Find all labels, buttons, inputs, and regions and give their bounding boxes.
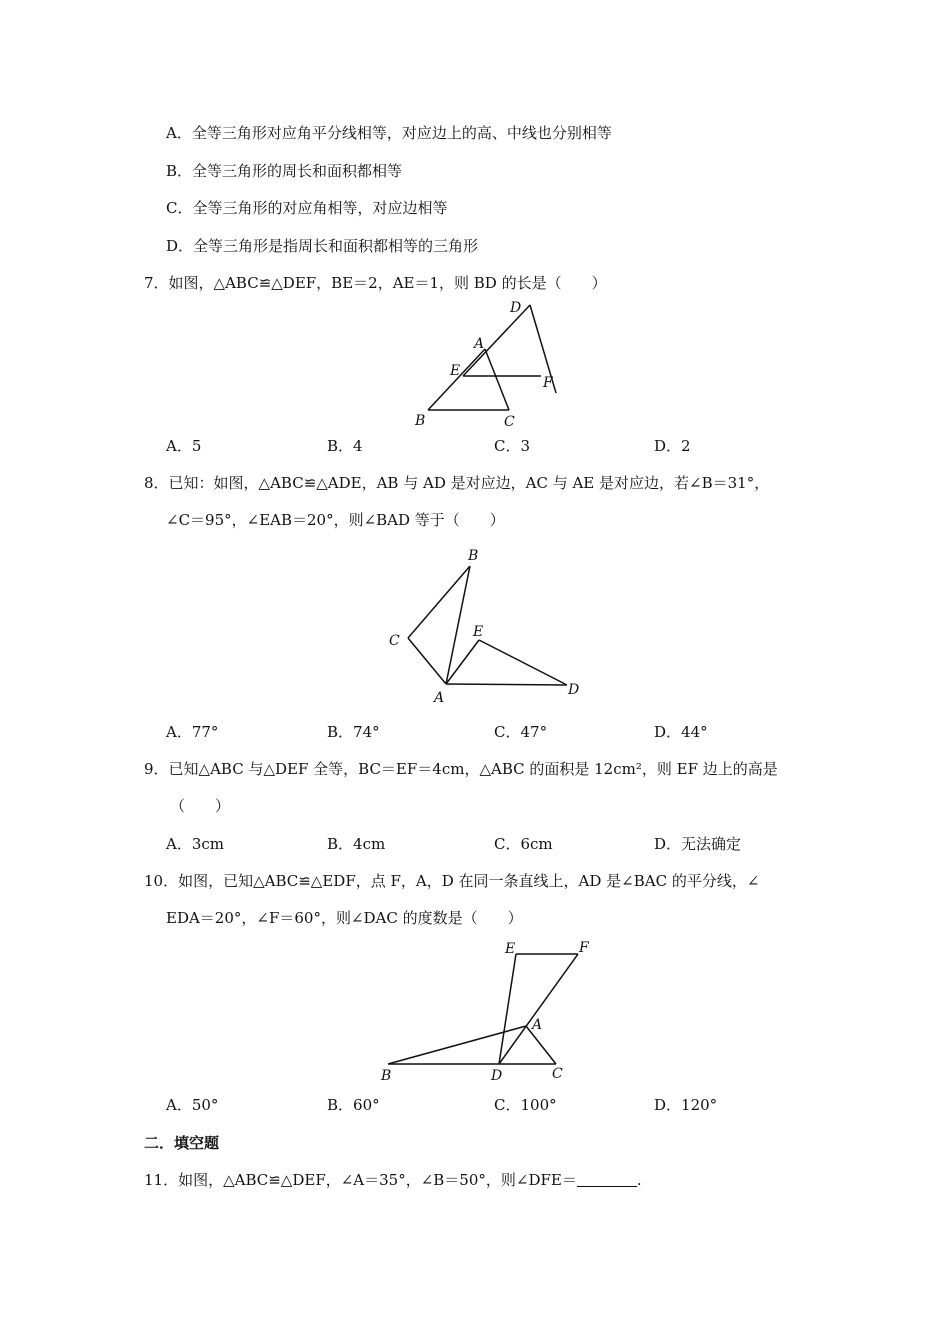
q7-figure xyxy=(410,296,560,430)
section-title: 二．填空题 xyxy=(144,1134,220,1152)
q10-label-b: B xyxy=(381,1068,392,1084)
q10-option-b: B．60° xyxy=(327,1096,380,1114)
q9-option-a: A．3cm xyxy=(166,835,225,853)
q7-label-f: F xyxy=(543,375,553,391)
q8-label-e: E xyxy=(473,624,484,640)
q6-option-b: B．全等三角形的周长和面积都相等 xyxy=(166,162,403,180)
q8-option-c: C．47° xyxy=(494,723,548,741)
q8-label-a: A xyxy=(434,690,445,706)
q11-stem xyxy=(144,1169,642,1191)
q7-label-b: B xyxy=(415,413,426,429)
q6-option-c: C．全等三角形的对应角相等，对应边相等 xyxy=(166,199,448,217)
q10-option-c: C．100° xyxy=(494,1096,557,1114)
q7-label-a: A xyxy=(474,336,485,352)
q7-option-c: C．3 xyxy=(494,437,531,455)
q10-label-e: E xyxy=(505,941,516,957)
q9-option-d: D．无法确定 xyxy=(654,835,742,853)
q7-option-a: A．5 xyxy=(166,437,202,455)
q8-option-d: D．44° xyxy=(654,723,708,741)
q9-stem-line2: （ ） xyxy=(170,797,231,815)
q7-label-e: E xyxy=(450,363,461,379)
q8-figure xyxy=(384,542,584,707)
answer-blank[interactable] xyxy=(577,1172,637,1187)
q10-stem-line2: EDA＝20°，∠F＝60°，则∠DAC 的度数是（ ） xyxy=(166,909,523,927)
q10-figure xyxy=(376,936,596,1084)
q6-option-a: A．全等三角形对应角平分线相等，对应边上的高、中线也分别相等 xyxy=(166,124,612,142)
q7-option-b: B．4 xyxy=(327,437,363,455)
q10-label-a: A xyxy=(532,1017,543,1033)
q11-stem-tail: . xyxy=(636,1171,642,1189)
q8-option-b: B．74° xyxy=(327,723,380,741)
q7-stem: 7．如图，△ABC≌△DEF，BE＝2，AE＝1，则 BD 的长是（ ） xyxy=(144,274,607,292)
q6-option-d: D．全等三角形是指周长和面积都相等的三角形 xyxy=(166,237,479,255)
q8-stem-line2: ∠C＝95°，∠EAB＝20°，则∠BAD 等于（ ） xyxy=(166,511,505,529)
q9-stem-line1: 9．已知△ABC 与△DEF 全等，BC＝EF＝4cm，△ABC 的面积是 12cm²，则 EF 边上的高是 xyxy=(144,760,778,778)
q8-label-b: B xyxy=(468,548,479,564)
q9-option-c: C．6cm xyxy=(494,835,553,853)
q11-stem-text: 11．如图，△ABC≌△DEF，∠A＝35°，∠B＝50°，则∠DFE＝ xyxy=(144,1171,577,1189)
q10-label-f: F xyxy=(579,940,589,956)
q10-label-d: D xyxy=(491,1068,503,1084)
q7-label-c: C xyxy=(504,414,515,430)
q9-option-b: B．4cm xyxy=(327,835,386,853)
q8-label-c: C xyxy=(389,633,400,649)
q10-stem-line1: 10．如图，已知△ABC≌△EDF，点 F，A，D 在同一条直线上，AD 是∠BAC 的平分线，∠ xyxy=(144,872,760,890)
q10-label-c: C xyxy=(552,1066,563,1082)
q8-option-a: A．77° xyxy=(166,723,219,741)
q8-stem-line1: 8．已知：如图，△ABC≌△ADE，AB 与 AD 是对应边，AC 与 AE 是对应边，若∠B＝31°， xyxy=(144,474,770,492)
q10-option-a: A．50° xyxy=(166,1096,219,1114)
q8-label-d: D xyxy=(568,682,580,698)
q7-option-d: D．2 xyxy=(654,437,691,455)
q7-label-d: D xyxy=(510,300,522,316)
q10-option-d: D．120° xyxy=(654,1096,718,1114)
